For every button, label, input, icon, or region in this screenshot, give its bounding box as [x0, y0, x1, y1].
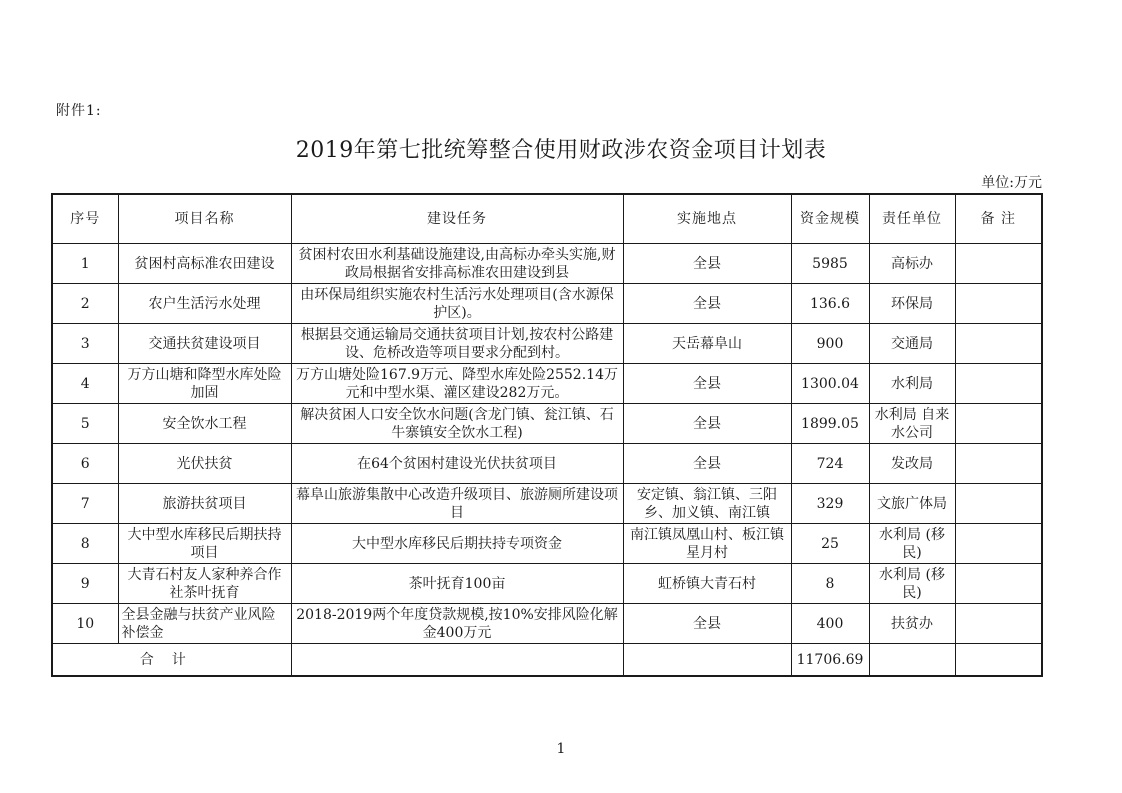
construction-task: 大中型水库移民后期扶持专项资金 — [291, 524, 623, 564]
project-name: 大中型水库移民后期扶持项目 — [118, 524, 291, 564]
fund-amount: 329 — [791, 484, 869, 524]
note — [955, 244, 1042, 284]
fund-amount: 400 — [791, 604, 869, 644]
project-name: 光伏扶贫 — [118, 444, 291, 484]
responsible-dept: 文旅广体局 — [869, 484, 955, 524]
location: 全县 — [623, 284, 791, 324]
fund-amount: 136.6 — [791, 284, 869, 324]
table-row — [52, 364, 1042, 404]
project-name: 全县金融与扶贫产业风险补偿金 — [118, 604, 291, 644]
header-cell: 序号 — [52, 194, 118, 244]
total-label-cell — [52, 644, 291, 677]
location: 全县 — [623, 444, 791, 484]
row-number: 2 — [52, 284, 118, 324]
responsible-dept: 水利局 — [869, 364, 955, 404]
header-cell: 责任单位 — [869, 194, 955, 244]
table-row — [52, 564, 1042, 604]
table-row — [52, 604, 1042, 644]
row-number: 10 — [52, 604, 118, 644]
responsible-dept: 环保局 — [869, 284, 955, 324]
table-row — [52, 284, 1042, 324]
table-row — [52, 324, 1042, 364]
construction-task: 根据县交通运输局交通扶贫项目计划,按农村公路建设、危桥改造等项目要求分配到村。 — [291, 324, 623, 364]
location: 南江镇凤凰山村、板江镇星月村 — [623, 524, 791, 564]
construction-task: 在64个贫困村建设光伏扶贫项目 — [291, 444, 623, 484]
table-row — [52, 444, 1042, 484]
construction-task: 万方山塘处险167.9万元、降型水库处险2552.14万元和中型水渠、灌区建设282万元。 — [291, 364, 623, 404]
header-cell: 建设任务 — [291, 194, 623, 244]
empty-cell — [291, 644, 623, 677]
fund-amount: 8 — [791, 564, 869, 604]
row-number: 4 — [52, 364, 118, 404]
project-name: 农户生活污水处理 — [118, 284, 291, 324]
project-plan-table — [51, 193, 1043, 677]
header-cell: 备 注 — [955, 194, 1042, 244]
project-name: 交通扶贫建设项目 — [118, 324, 291, 364]
row-number: 5 — [52, 404, 118, 444]
table-row — [52, 524, 1042, 564]
row-number: 1 — [52, 244, 118, 284]
responsible-dept: 扶贫办 — [869, 604, 955, 644]
table-header-row — [52, 194, 1042, 244]
construction-task: 茶叶抚育100亩 — [291, 564, 623, 604]
page-number: 1 — [556, 741, 566, 757]
project-name: 大青石村友人家种养合作社茶叶抚育 — [118, 564, 291, 604]
construction-task: 2018-2019两个年度贷款规模,按10%安排风险化解金400万元 — [291, 604, 623, 644]
fund-amount: 724 — [791, 444, 869, 484]
construction-task: 由环保局组织实施农村生活污水处理项目(含水源保护区)。 — [291, 284, 623, 324]
row-number: 8 — [52, 524, 118, 564]
total-amount: 11706.69 — [791, 644, 869, 677]
header-cell: 项目名称 — [118, 194, 291, 244]
fund-amount: 5985 — [791, 244, 869, 284]
note — [955, 564, 1042, 604]
empty-cell — [955, 644, 1042, 677]
construction-task: 幕阜山旅游集散中心改造升级项目、旅游厕所建设项目 — [291, 484, 623, 524]
project-name: 安全饮水工程 — [118, 404, 291, 444]
note — [955, 524, 1042, 564]
location: 全县 — [623, 364, 791, 404]
note — [955, 324, 1042, 364]
location: 天岳幕阜山 — [623, 324, 791, 364]
table-row — [52, 244, 1042, 284]
fund-amount: 1300.04 — [791, 364, 869, 404]
total-label: 合计 — [139, 651, 204, 668]
attachment-label: 附件1: — [56, 103, 102, 119]
project-name: 贫困村高标准农田建设 — [118, 244, 291, 284]
location: 全县 — [623, 604, 791, 644]
fund-amount: 25 — [791, 524, 869, 564]
note — [955, 604, 1042, 644]
note — [955, 284, 1042, 324]
location: 安定镇、翁江镇、三阳乡、加义镇、南江镇 — [623, 484, 791, 524]
fund-amount: 900 — [791, 324, 869, 364]
document-title: 2019年第七批统筹整合使用财政涉农资金项目计划表 — [295, 138, 827, 163]
project-name: 万方山塘和降型水库处险加固 — [118, 364, 291, 404]
header-cell: 资金规模 — [791, 194, 869, 244]
note — [955, 444, 1042, 484]
table-row — [52, 484, 1042, 524]
row-number: 7 — [52, 484, 118, 524]
location: 虹桥镇大青石村 — [623, 564, 791, 604]
responsible-dept: 交通局 — [869, 324, 955, 364]
note — [955, 364, 1042, 404]
total-row — [52, 644, 1042, 677]
unit-label: 单位:万元 — [981, 175, 1042, 191]
responsible-dept: 水利局 (移民) — [869, 524, 955, 564]
table-row — [52, 404, 1042, 444]
row-number: 6 — [52, 444, 118, 484]
responsible-dept: 发改局 — [869, 444, 955, 484]
construction-task: 解决贫困人口安全饮水问题(含龙门镇、瓮江镇、石牛寨镇安全饮水工程) — [291, 404, 623, 444]
fund-amount: 1899.05 — [791, 404, 869, 444]
empty-cell — [869, 644, 955, 677]
note — [955, 484, 1042, 524]
construction-task: 贫困村农田水利基础设施建设,由高标办牵头实施,财政局根据省安排高标准农田建设到县 — [291, 244, 623, 284]
responsible-dept: 水利局 自来水公司 — [869, 404, 955, 444]
project-name: 旅游扶贫项目 — [118, 484, 291, 524]
row-number: 9 — [52, 564, 118, 604]
empty-cell — [623, 644, 791, 677]
header-cell: 实施地点 — [623, 194, 791, 244]
responsible-dept: 水利局 (移民) — [869, 564, 955, 604]
row-number: 3 — [52, 324, 118, 364]
location: 全县 — [623, 244, 791, 284]
location: 全县 — [623, 404, 791, 444]
responsible-dept: 高标办 — [869, 244, 955, 284]
note — [955, 404, 1042, 444]
